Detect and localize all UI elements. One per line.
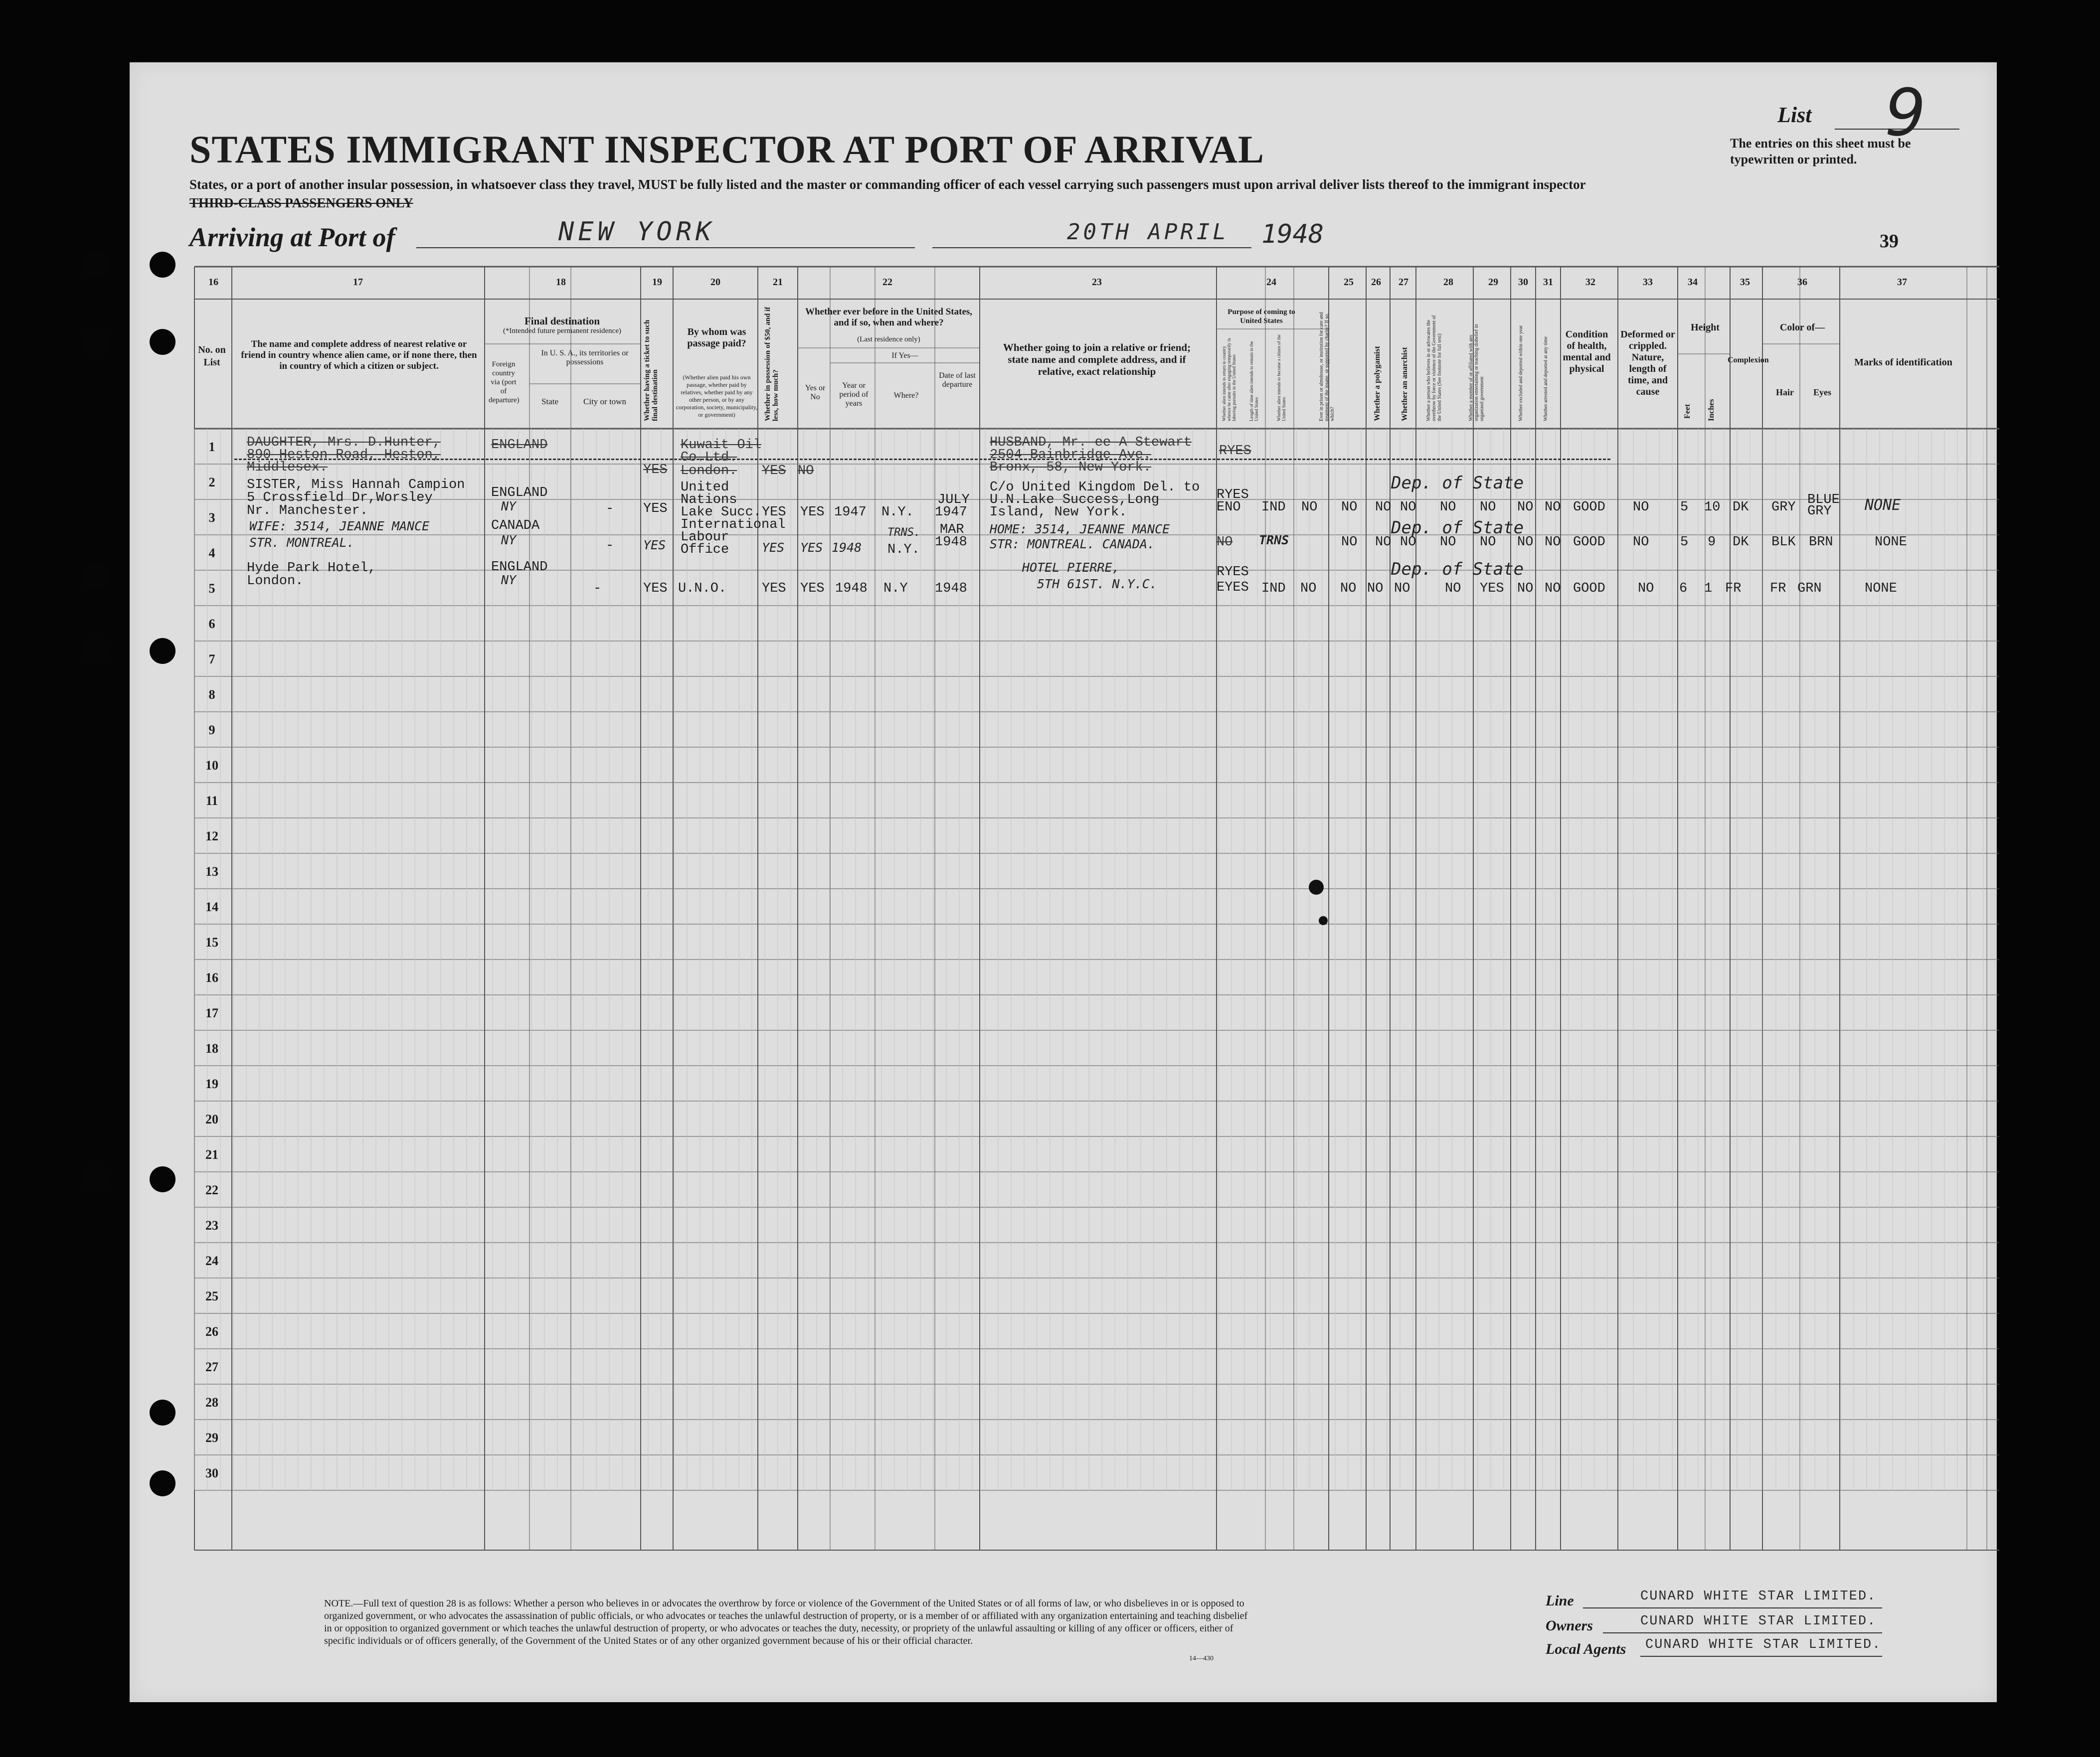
line-label: Line [1546, 1593, 1574, 1609]
arrival-date: 20TH APRIL [1067, 219, 1229, 245]
r1-relative-line3: Middlesex. [247, 460, 328, 475]
row-number: 7 [208, 652, 215, 666]
column-number: 21 [773, 277, 783, 288]
column-number: 26 [1371, 277, 1381, 288]
r2-citizen: NO [1301, 500, 1318, 515]
r2-length: IND [1261, 500, 1286, 515]
row-number: 17 [205, 1006, 218, 1020]
r3-marks: NONE [1875, 535, 1907, 550]
header-purpose-c: Whether alien intends to become a citizen of the United States [1276, 334, 1286, 421]
r2-complexion: DK [1733, 500, 1749, 515]
list-label: List [1777, 103, 1812, 127]
r3-c29: NO [1480, 535, 1496, 550]
row-number: 23 [205, 1218, 218, 1233]
r3-where-line2: N.Y. [887, 542, 920, 557]
r1-join-line1: HUSBAND, Mr. ee A Stewart [990, 435, 1192, 450]
column-number: 35 [1740, 277, 1750, 288]
row-number: 16 [205, 970, 218, 985]
r4-inches: 1 [1704, 581, 1713, 596]
column-number: 28 [1443, 277, 1453, 288]
r4-c28: NO [1445, 581, 1461, 596]
r2-marks: NONE [1865, 496, 1901, 514]
header-relative: The name and complete address of nearest relative or friend in country whence alien came, or if none there, then in country of which a citizen or subject. [241, 339, 477, 371]
r1-money: YES [762, 464, 786, 479]
arriving-label: Arriving at Port of [189, 222, 395, 252]
row-number: 27 [205, 1360, 218, 1374]
r3-paid-line3: Office [681, 542, 729, 557]
r4-length: IND [1261, 581, 1286, 596]
r2-c28: NO [1440, 500, 1456, 515]
r2-paid-line2: Nations [681, 492, 737, 507]
ink-speck [1319, 916, 1328, 925]
r3-paid-line2: Labour [681, 530, 729, 545]
binder-hole [150, 1470, 175, 1496]
r3-date-line2: 1948 [935, 535, 967, 550]
column-number: 18 [556, 277, 566, 288]
form-code: 14—430 [1189, 1655, 1214, 1662]
header-marks: Marks of identification [1854, 357, 1952, 368]
header-excluded: Whether excluded and deported within one year [1518, 325, 1524, 421]
header-purpose-a: Whether alien intends to return to country whence he came after engaging temporarily in laboring pursuits in the United States [1222, 338, 1236, 421]
header-city: City or town [583, 397, 626, 406]
row-number: 15 [205, 935, 218, 950]
row-number: 8 [208, 687, 215, 702]
r2-c26: NO [1375, 500, 1392, 515]
r2-eyes-line1: BLUE [1807, 492, 1840, 507]
r3-eyes: BRN [1809, 535, 1833, 550]
r1-join-line3: Bronx, 58, New York. [990, 460, 1152, 475]
r2-money: YES [762, 505, 786, 520]
r4-deformed: NO [1638, 581, 1654, 596]
column-number: 24 [1266, 277, 1276, 288]
binder-hole [82, 252, 108, 278]
header-polygamist: Whether a polygamist [1373, 346, 1382, 421]
r4-citizen: NO [1300, 581, 1317, 596]
ink-speck [1309, 880, 1324, 895]
r3-purpose: NO [1217, 535, 1233, 550]
r3-c26: NO [1375, 535, 1392, 550]
binder-hole [82, 329, 108, 355]
binder-hole [82, 638, 108, 664]
column-number: 29 [1488, 277, 1498, 288]
column-number: 32 [1585, 277, 1595, 288]
r3-city-dash: - [606, 538, 614, 553]
row-number: 14 [205, 900, 218, 914]
r4-money: YES [762, 581, 786, 596]
r2-period: 1947 [834, 505, 867, 520]
header-usa: In U. S. A., its territories or possessions [541, 349, 629, 366]
binder-hole [150, 638, 175, 664]
r2-relative-line2: 5 Crossfield Dr,Worsley [247, 490, 433, 505]
r1-relative-line2: 890 Heston Road, Heston, [247, 448, 441, 463]
row-number: 19 [205, 1077, 218, 1091]
r2-ticket: YES [643, 501, 668, 516]
header-ticket: Whether having a ticket to such final destination [643, 319, 659, 421]
header-passage-sub: (Whether alien paid his own passage, whether paid by relatives, whether paid by any other person, or by any corporation, society, municipality, or government) [676, 374, 758, 418]
r4-c31: NO [1545, 581, 1561, 596]
row-number: 26 [205, 1324, 218, 1339]
r4-c30: NO [1517, 581, 1534, 596]
row-number: 4 [208, 546, 215, 560]
row-number: 28 [205, 1395, 218, 1410]
r4-marks: NONE [1865, 581, 1897, 596]
list-number: 9 [1885, 75, 1926, 151]
r3-length: TRNS [1259, 533, 1289, 547]
header-color: Color of— [1779, 322, 1825, 333]
r1-foreign: ENGLAND [491, 438, 548, 453]
header-complexion: Complexion [1728, 356, 1769, 364]
r2-date-line2: 1947 [935, 505, 967, 520]
r3-state: NY [501, 533, 517, 547]
row-number: 3 [208, 510, 215, 525]
r3-dept-note: Dep. of State [1391, 518, 1524, 538]
r1-purpose: RYES [1219, 444, 1251, 459]
header-purpose-b: Length of time alien intends to remain in the United States [1249, 341, 1259, 421]
r3-relative-line1: WIFE: 3514, JEANNE MANCE [249, 519, 430, 533]
r4-dept-note: Dep. of State [1391, 559, 1524, 579]
r2-join-line2: U.N.Lake Success,Long [990, 492, 1160, 507]
r3-c30: NO [1517, 535, 1534, 550]
column-number: 19 [652, 277, 662, 288]
column-number: 22 [882, 277, 892, 288]
header-hair: Hair [1776, 387, 1794, 397]
header-date-departure: Date of last departure [939, 371, 976, 389]
row-number: 13 [205, 864, 218, 879]
third-class-label: THIRD-CLASS PASSENGERS ONLY [189, 195, 413, 210]
r2-c31: NO [1545, 500, 1561, 515]
header-deformed: Deformed or crippled. Nature, length of time, and cause [1620, 329, 1675, 397]
r4-relative-line2: London. [247, 574, 304, 589]
r2-ever: YES [800, 505, 825, 520]
r2-foreign: ENGLAND [491, 485, 548, 500]
r2-hair: GRY [1771, 500, 1796, 515]
owners-value: CUNARD WHITE STAR LIMITED. [1640, 1614, 1877, 1629]
r4-paid: U.N.O. [678, 581, 727, 596]
r2-c25: NO [1341, 500, 1358, 515]
r3-inches: 9 [1708, 535, 1716, 550]
arrival-year: 1948 [1261, 219, 1324, 249]
r2-feet: 5 [1680, 500, 1689, 515]
r3-c25: NO [1341, 535, 1358, 550]
r3-complexion: DK [1733, 535, 1749, 550]
header-arrested: Whether arrested and deported at any time [1543, 336, 1549, 421]
r4-health: GOOD [1573, 581, 1605, 596]
r1-ticket: YES [643, 463, 668, 478]
r4-purpose-line2: EYES [1217, 580, 1249, 595]
r2-paid-line3: Lake Succ. [681, 505, 762, 520]
r2-join-line3: Island, New York. [990, 505, 1127, 520]
row-number: 12 [205, 829, 218, 843]
header-ever-in-us-sub: (Last residence only) [857, 335, 920, 343]
header-overthrow: Whether a person who believes in or advocates the overthrow by force or violence of the Government of the United States (See footnote for full text) [1426, 315, 1442, 421]
agents-label: Local Agents [1546, 1641, 1626, 1657]
r2-c27: NO [1400, 500, 1416, 515]
page-number: 39 [1880, 231, 1899, 252]
r3-c31: NO [1545, 535, 1561, 550]
column-number: 25 [1344, 277, 1354, 288]
r4-state: NY [501, 573, 517, 587]
r4-hair: FR [1770, 581, 1786, 596]
r1-paid-line1: Kuwait Oil [681, 438, 762, 453]
r3-join-line2: STR: MONTREAL. CANADA. [990, 537, 1155, 551]
header-feet: Feet [1683, 404, 1692, 419]
r1-paid-line2: Co.Ltd. [681, 450, 737, 465]
row-number: 24 [205, 1254, 218, 1268]
column-number: 36 [1797, 277, 1807, 288]
column-number: 31 [1543, 277, 1553, 288]
r2-relative-line3: Nr. Manchester. [247, 503, 368, 518]
footnote: NOTE.—Full text of question 28 is as follows: Whether a person who believes in or advocates the overthrow by force or violence of the Government of the United States or of all forms of law, or who disbelieves in or is opposed to organized government, or who advocates the assassination of public officials, or who advocates or teaches the unlawful destruction of property, or is a member of or affiliated with any organization entertaining and teaching disbelief in or opposition to organized government or which teaches the unlawful destruction of property, or who advocates or teaches the duty, necessity, or propriety of the unlawful assaulting or killing of any officer or officers, either of specific individuals or of officers generally, of the Government of the United States or of any other organized government because of his or their official character. [324, 1598, 1248, 1646]
row-number: 9 [208, 723, 215, 737]
header-inches: Inches [1707, 399, 1716, 421]
r3-money: YES [762, 540, 785, 555]
header-height: Height [1691, 322, 1720, 333]
r4-relative-line1: Hyde Park Hotel, [247, 561, 376, 576]
manifest-sheet [130, 62, 1997, 1702]
line-value: CUNARD WHITE STAR LIMITED. [1640, 1589, 1877, 1604]
binder-hole [150, 1166, 175, 1192]
row-number: 6 [208, 617, 215, 631]
r3-period: 1948 [832, 540, 862, 555]
row-number: 22 [205, 1183, 218, 1197]
column-number: 23 [1092, 277, 1102, 288]
header-where: Where? [893, 391, 919, 400]
header-purpose: Purpose of coming to United States [1227, 308, 1295, 325]
column-number: 20 [710, 277, 720, 288]
row-number: 20 [205, 1112, 218, 1126]
r4-ticket: YES [643, 581, 668, 596]
r3-c27: NO [1400, 535, 1416, 550]
r3-ever: YES [800, 540, 823, 555]
header-if-yes: If Yes— [891, 351, 918, 360]
r2-dept-note: Dep. of State [1391, 473, 1524, 493]
r3-relative-line2: STR. MONTREAL. [249, 535, 354, 550]
binder-hole [150, 252, 175, 278]
r3-hair: BLK [1771, 535, 1796, 550]
r2-c30: NO [1517, 500, 1534, 515]
r2-purpose-line2: ENO [1217, 500, 1241, 515]
header-yes-no: Yes or No [805, 384, 826, 401]
r4-complexion: FR [1725, 581, 1742, 596]
r3-where-line1: TRNS. [887, 526, 921, 539]
header-state: State [541, 397, 558, 406]
r3-ticket: YES [643, 538, 666, 552]
port-of-arrival: NEW YORK [558, 217, 715, 247]
r2-health: GOOD [1573, 500, 1605, 515]
r2-eyes-line2: GRY [1807, 504, 1832, 519]
header-foreign-country: Foreign country via (port of departure) [489, 360, 520, 404]
owners-label: Owners [1546, 1617, 1593, 1634]
header-period: Year or period of years [839, 381, 869, 408]
r3-date-line1: MAR [940, 522, 964, 537]
column-number: 33 [1643, 277, 1653, 288]
r3-join-line1: HOME: 3514, JEANNE MANCE [990, 522, 1170, 536]
r2-relative-line1: SISTER, Miss Hannah Campion [247, 478, 465, 492]
r2-join-line1: C/o United Kingdom Del. to [990, 480, 1200, 495]
r4-c26: NO [1367, 581, 1384, 596]
r4-foreign: ENGLAND [491, 560, 548, 575]
r4-period: 1948 [835, 581, 868, 596]
r2-date-line1: JULY [937, 492, 970, 507]
r4-c27: NO [1394, 581, 1410, 596]
r2-inches: 10 [1704, 500, 1721, 515]
r3-paid-line1: International [681, 517, 786, 532]
r1-paid-line3: London. [681, 464, 737, 479]
column-number: 30 [1518, 277, 1528, 288]
r3-deformed: NO [1633, 535, 1649, 550]
r4-purpose-line1: RYES [1217, 565, 1249, 580]
r3-health: GOOD [1573, 535, 1605, 550]
column-number: 27 [1399, 277, 1408, 288]
header-final-destination: Final destination [524, 315, 600, 327]
header-organization: Whether a member of or affiliated with any organization entertaining or teaching disbelief in organized government [1468, 324, 1485, 421]
r4-date: 1948 [935, 581, 967, 596]
row-number: 10 [205, 758, 218, 773]
agents-value: CUNARD WHITE STAR LIMITED. [1645, 1637, 1882, 1652]
r2-state: NY [501, 499, 517, 513]
r2-purpose-line1: RYES [1217, 487, 1249, 502]
r4-where: N.Y [883, 581, 908, 596]
row-number: 21 [205, 1147, 218, 1162]
r1-strikeout-line [234, 459, 1610, 460]
column-number: 37 [1897, 277, 1907, 288]
row-number: 2 [208, 475, 215, 489]
row-number: 5 [208, 581, 215, 596]
header-money: Whether in possession of $50, and if less, how much? [764, 307, 780, 421]
r4-city-dash: - [593, 581, 602, 596]
binder-hole [150, 329, 175, 355]
r4-feet: 6 [1679, 581, 1688, 596]
r1-relative-line1: DAUGHTER, Mrs. D.Hunter, [247, 435, 441, 450]
r4-ever: YES [800, 581, 825, 596]
r2-paid-line1: United [681, 480, 729, 495]
row-number: 1 [208, 440, 215, 454]
header-prison: Ever in prison or almshouse, or institution for care and treatment of the insane, or supported by charity? If so, which? [1319, 312, 1335, 421]
header-passage: By whom was passage paid? [687, 326, 746, 349]
column-number: 16 [208, 277, 218, 288]
row-number: 30 [205, 1466, 218, 1480]
r3-foreign: CANADA [491, 518, 540, 533]
row-number: 25 [205, 1289, 218, 1303]
binder-hole [150, 1400, 175, 1426]
row-number: 18 [205, 1041, 218, 1056]
r2-c29: NO [1480, 500, 1496, 515]
header-final-destination-sub: (*Intended future permanent residence) [503, 327, 621, 335]
r2-where: N.Y. [881, 505, 914, 520]
column-number: 34 [1688, 277, 1698, 288]
header-eyes: Eyes [1813, 387, 1831, 397]
column-number: 17 [353, 277, 363, 288]
r2-city-dash: - [606, 501, 614, 516]
r4-join-line2: 5TH 61ST. N.Y.C. [1037, 577, 1157, 591]
header-anarchist: Whether an anarchist [1400, 347, 1409, 421]
form-title: STATES IMMIGRANT INSPECTOR AT PORT OF ARRIVAL [189, 128, 1264, 171]
r4-c29: YES [1480, 581, 1504, 596]
r4-eyes: GRN [1797, 581, 1822, 596]
header-ever-in-us: Whether ever before in the United States, and if so, when and where? [805, 307, 973, 328]
row-number: 29 [205, 1431, 218, 1445]
binder-hole [82, 1166, 108, 1192]
r4-c25: NO [1340, 581, 1357, 596]
header-join: Whether going to join a relative or friend; state name and complete address, and if relative, exact relationship [1003, 341, 1191, 377]
r1-join-line2: 2504 Bainbridge Ave. [990, 448, 1152, 463]
r1-ever: NO [798, 464, 814, 479]
r3-c28: NO [1440, 535, 1456, 550]
header-health: Condition of health, mental and physical [1563, 329, 1611, 374]
binder-hole [82, 563, 108, 589]
row-number: 11 [205, 794, 218, 808]
r3-feet: 5 [1680, 535, 1689, 550]
r2-deformed: NO [1633, 500, 1649, 515]
header-no-on-list: No. on List [198, 344, 226, 368]
typewritten-note: The entries on this sheet must be typewritten or printed. [1730, 136, 1911, 166]
form-subtitle: States, or a port of another insular possession, in whatsoever class they travel, MUST be fully listed and the master or commanding officer of each vessel carrying such passengers must upon arrival deliver lists thereof to the immigrant inspector [189, 177, 1586, 192]
r4-join-line1: HOTEL PIERRE, [1022, 560, 1120, 575]
